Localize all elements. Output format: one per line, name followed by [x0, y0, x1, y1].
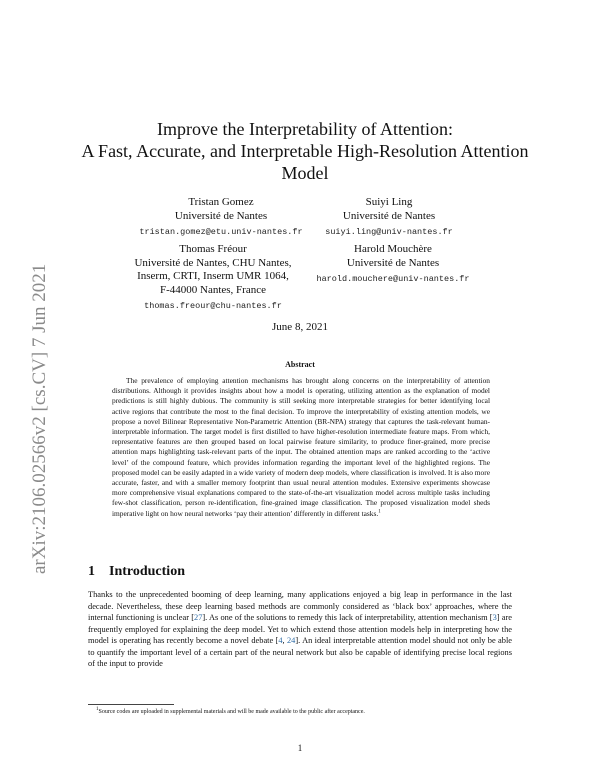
title-line-2: A Fast, Accurate, and Interpretable High-Resolution Attention [81, 141, 529, 161]
footnote-mark: 1 [96, 707, 99, 712]
citation-link[interactable]: 27 [194, 613, 203, 622]
arxiv-sidebar [10, 214, 50, 574]
paper-date: June 8, 2021 [272, 321, 328, 333]
footnote-text: Source codes are uploaded in supplemental materials and will be made available to the public after acceptance. [98, 709, 365, 715]
section-title: Introduction [109, 564, 185, 579]
author-email[interactable]: thomas.freour@chu-nantes.fr [144, 301, 282, 311]
footnote-rule [88, 704, 174, 705]
intro-text: Thanks to the unprecedented booming of deep learning, many applications enjoyed a big leap in performance in the last decade. Nevertheless, these deep learning based methods are commonly considered as ‘black box’ approaches, where the internal functioning is unclear [ [88, 590, 512, 622]
author-affiliation: Inserm, CRTI, Inserm UMR 1064, [137, 270, 289, 282]
title-line-1: Improve the Interpretability of Attention: [157, 119, 453, 139]
citation-link[interactable]: 24 [286, 636, 296, 645]
section-heading [88, 564, 185, 580]
footnote-ref[interactable]: 1 [378, 509, 381, 515]
intro-paragraph [88, 589, 512, 670]
author-name: Suiyi Ling [365, 196, 413, 208]
author-affiliation: Université de Nantes [346, 256, 440, 269]
intro-text: ]. An ideal interpretable attention model should not only be able to quantify the important level of a certain part of the neural network but also be capable of identifying precise local regions of the input to provide [88, 636, 512, 668]
section-number: 1 [88, 564, 95, 579]
author-block [120, 243, 306, 314]
page-number: 1 [297, 743, 303, 753]
citation-link[interactable]: 4 [278, 636, 283, 645]
author-affiliation: Université de Nantes [174, 209, 268, 222]
author-block [296, 196, 482, 240]
intro-text: ] are frequently employed for explaining the deep model. Yet to which extend those attention models help in interpreting how the model is operating has recently become a novel debate [ [88, 613, 513, 645]
author-affiliation: Université de Nantes, CHU Nantes, [134, 256, 292, 269]
arxiv-identifier: arXiv:2106.02566v2 [cs.CV] 7 Jun 2021 [29, 263, 50, 574]
author-email[interactable]: tristan.gomez@etu.univ-nantes.fr [139, 227, 303, 237]
author-affiliation: Université de Nantes [342, 209, 436, 222]
author-name: Thomas Fréour [179, 243, 247, 255]
title-line-3: Model [281, 163, 329, 183]
abstract-body [112, 376, 490, 519]
abstract-heading: Abstract [285, 360, 315, 369]
author-affiliation: F-44000 Nantes, France [159, 283, 266, 296]
author-block [300, 243, 486, 287]
author-email[interactable]: suiyi.ling@univ-nantes.fr [325, 227, 453, 237]
author-name: Tristan Gomez [188, 196, 254, 208]
footnote [96, 708, 516, 716]
paper-title [70, 118, 540, 184]
author-block [126, 196, 316, 240]
citation-link[interactable]: 3 [492, 613, 497, 622]
author-name: Harold Mouchère [354, 243, 432, 255]
author-email[interactable]: harold.mouchere@univ-nantes.fr [316, 274, 470, 284]
intro-text: ]. As one of the solutions to remedy this lack of interpretability, attention mechanism [ [202, 613, 493, 622]
abstract-text: The prevalence of employing attention mechanisms has brought along concerns on the interpretability of attention distributions. Although it provides insights about how a model is operating, utilizing attention as the explanation of model predictions is still highly dubious. The community is still seeking more interpretable strategies for better identifying local active regions that contribute the most to the final decision. To improve the interpretability of existing attention models, we propose a novel Bilinear Representative Non-Parametric Attention (BR-NPA) strategy that captures the task-relevant human-interpretable information. The target model is first distilled to have higher-resolution intermediate feature maps. From which, representative features are then grouped based on local pairwise feature similarity, to produce finer-grained, more precise attention maps highlighting task-relevant parts of the input. The obtained attention maps are ranked according to the ‘active level’ of the compound feature, which provides information regarding the important level of the highlighted regions. The proposed model can be easily adapted in a wide variety of modern deep models, where classification is involved. It is also more accurate, faster, and with a smaller memory footprint than usual neural attention modules. Extensive experiments showcase more comprehensive visual explanations compared to the state-of-the-art visualization model across multiple tasks including few-shot classification, person re-identification, fine-grained image classification. The proposed visualization model sheds imperative light on how neural networks ‘pay their attention’ differently in different tasks. [112, 376, 490, 518]
intro-text: , [282, 636, 287, 645]
